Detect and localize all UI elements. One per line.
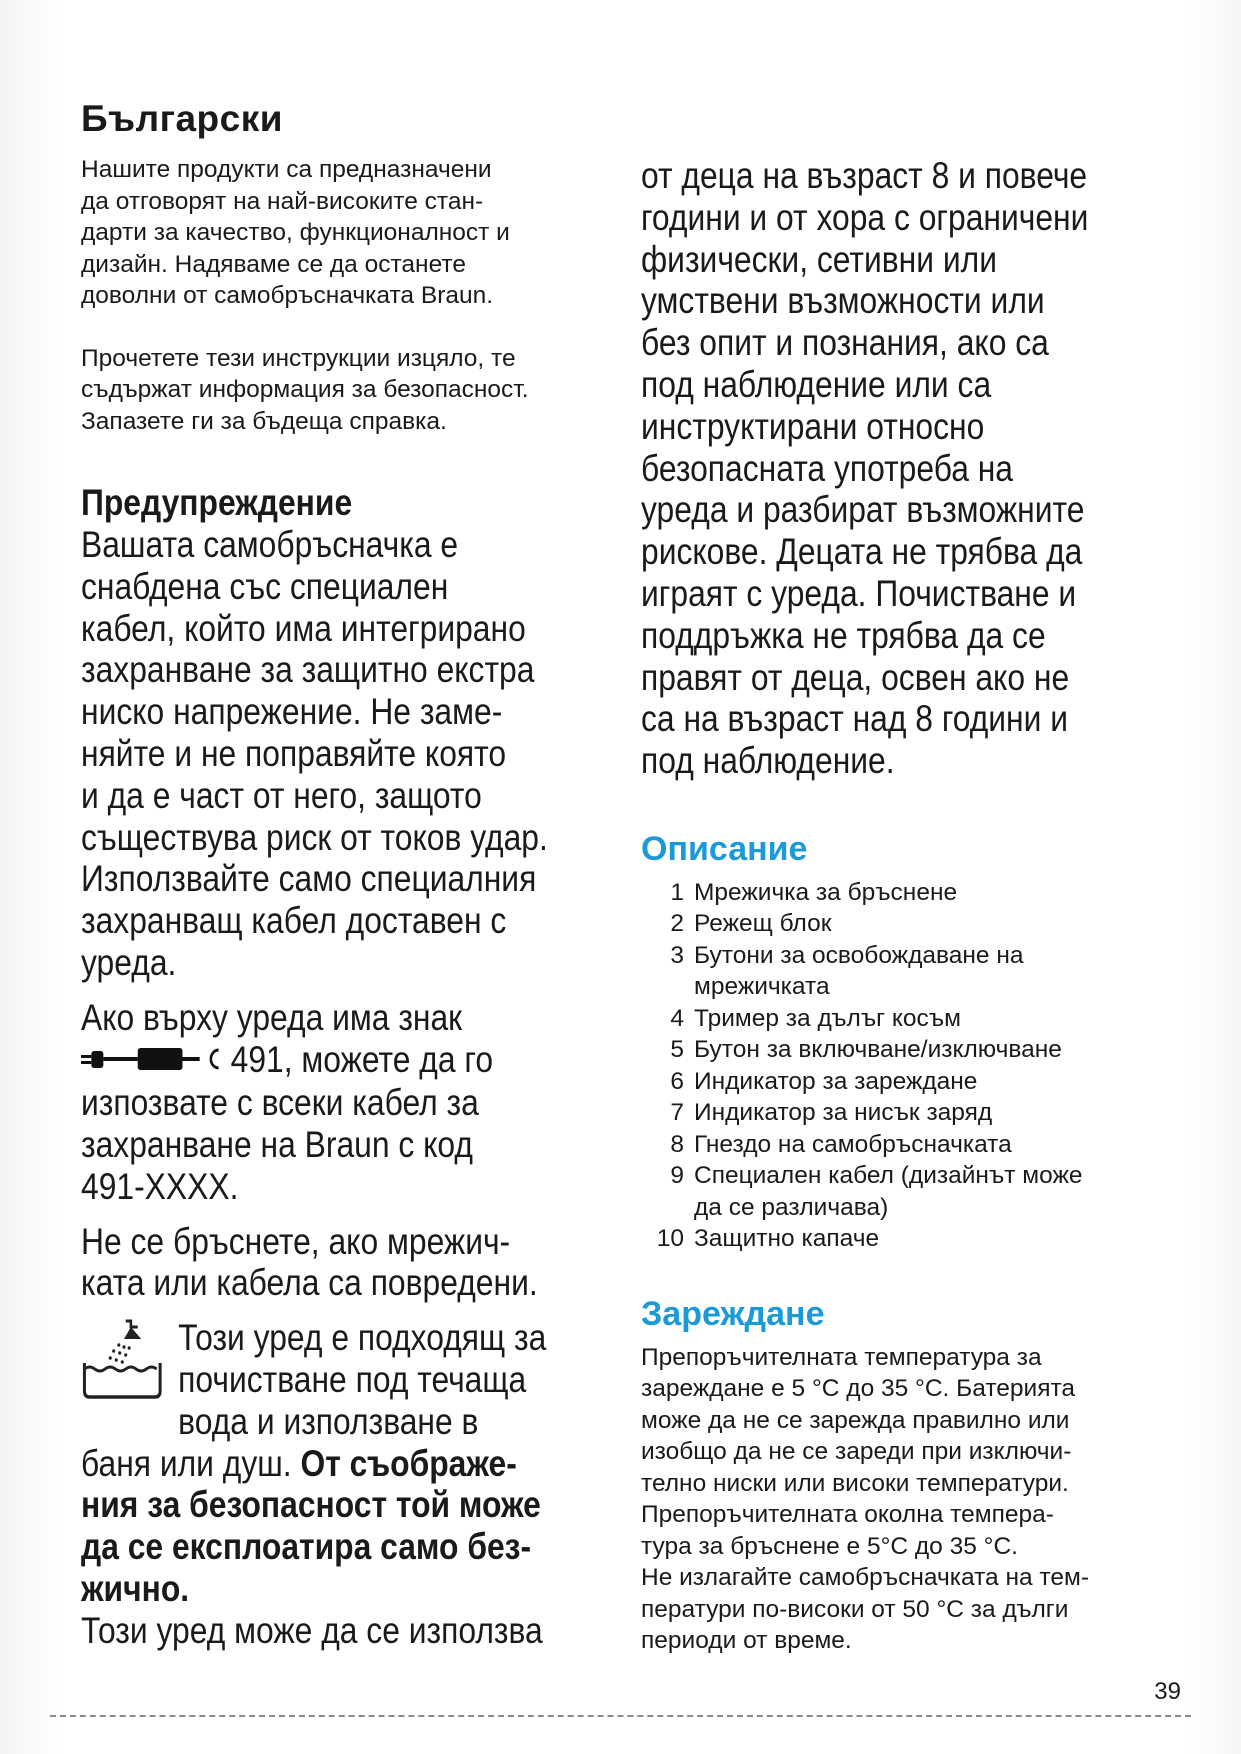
charging-paragraph [641,1342,1171,1657]
warning-paragraph-2 [81,997,614,1208]
text-line: инструктирани относно [641,405,985,447]
text-line: умствени възможности или [641,280,1045,322]
text-line: зареждане е 5 °C до 35 °C. Батерията [641,1375,1076,1403]
language-title: Български [81,98,284,139]
text-line: безопасната употреба на [641,447,1014,489]
bold-text: ния за безопасност той може [81,1484,541,1526]
text-line: ператури по-високи от 50 °C за дълги [641,1595,1069,1623]
warning-paragraph-1 [81,524,614,984]
warning-body [81,524,614,1652]
text-line: почистване под течаща [178,1359,527,1401]
item-text: Индикатор за нисък заряд [694,1099,993,1127]
warning-paragraph-3 [81,1221,614,1305]
warning-continued-paragraph [641,155,1174,782]
list-item [641,940,1171,1003]
list-item [641,1066,1171,1098]
text-line: уреда. [81,941,177,983]
bold-text: да се експлоатира само без- [81,1526,532,1568]
charging-title: Зареждане [641,1294,825,1333]
item-number: 10 [656,1225,684,1253]
description-title: Описание [641,829,808,868]
item-number: 9 [670,1162,684,1190]
text-line: Ако върху уреда има знак [81,996,463,1038]
footer-divider [50,1715,1191,1717]
item-number: 8 [670,1130,684,1158]
left-column [81,98,611,1652]
text-line: Вашата самобръсначка е [81,524,459,565]
text-line: са на възраст над 8 години и [641,698,1069,740]
text-line: без опит и познания, ако са [641,322,1049,364]
text-line: правят от деца, освен ако не [641,656,1070,698]
list-item [641,1129,1171,1161]
list-item [641,1097,1171,1129]
text-line: захранване на Braun с код [81,1124,473,1166]
text-line: дарти за качество, функционалност и [81,219,510,246]
list-item [641,1034,1171,1066]
text-line: Запазете ги за бъдеща справка. [81,407,447,435]
text-line: Използвайте само специалния [81,858,537,900]
page-number: 39 [1154,1678,1181,1705]
item-text: Специален кабел (дизайнът може да се различава) [694,1162,1083,1221]
item-number: 6 [670,1067,684,1095]
text-line: може да не се зарежда правилно или [641,1406,1070,1434]
list-item [641,877,1171,909]
item-text: Бутони за освобождаване на мрежичката [694,941,1024,1001]
text-line: 491, можете да го [230,1038,494,1080]
item-number: 2 [670,910,684,938]
intro-paragraph-1 [81,154,611,312]
warning-continued [641,155,1174,782]
item-number: 1 [670,878,684,906]
text-line: захранване за защитно екстра [81,649,535,691]
text-line: Този уред е подходящ за [178,1317,547,1359]
description-list [641,877,1171,1255]
text-line: Нашите продукти са предназначени [81,156,492,183]
text-line: изобщо да не се зареди при изключи- [641,1438,1072,1466]
item-number: 5 [670,1036,684,1064]
text-line: тура за бръснене е 5°C до 35 °C. [641,1532,1018,1560]
text-line: Прочетете тези инструкции изцяло, те [81,344,516,372]
text-line: съдържат информация за безопасност. [81,376,529,403]
list-item [641,1223,1171,1255]
text-line: под наблюдение. [641,740,895,782]
text-line: периоди от време. [641,1627,852,1655]
right-column [641,155,1171,1657]
plug-symbol-line [81,1039,493,1081]
bath-shower-block [81,1317,614,1610]
item-number: 4 [670,1004,684,1032]
bold-text: жично. [81,1568,190,1610]
text-line: уреда и разбират възможните [641,489,1085,531]
text-line: дизайн. Надяваме се да останете [81,250,466,278]
item-text: Тример за дълъг косъм [694,1004,961,1032]
text-line: кабел, който има интегрирано [81,607,526,649]
text-line: Не излагайте самобръсначката на тем- [641,1564,1089,1592]
text-line: Този уред може да се използва [81,1609,543,1651]
text-line: години и от хора с ограничени [641,196,1089,238]
bold-text: От съображе- [300,1442,517,1484]
text-line: и да е част от него, защото [81,774,482,816]
text-line: изпозвате с всеки кабел за [81,1082,479,1124]
item-text: Бутон за включване/изключване [694,1036,1062,1064]
text-line: ката или кабела са повредени. [81,1262,538,1304]
item-text: Мрежичка за бръснене [694,878,958,906]
text-line: ниско напрежение. Не заме- [81,691,503,733]
item-text: Защитно капаче [694,1225,880,1253]
text-line: доволни от самобръсначката Braun. [81,282,494,309]
list-item [641,1160,1171,1223]
text-line: от деца на възраст 8 и повече [641,155,1088,196]
text-line: играят с уреда. Почистване и [641,572,1077,614]
text-line: вода и използване в [178,1400,479,1442]
text-line: 491-XXXX. [81,1165,239,1207]
warning-heading: Предупреждение [81,482,353,523]
text-line: физически, сетивни или [641,238,997,280]
shower-bath-icon [81,1317,164,1401]
text-line: баня или душ. [81,1442,301,1484]
text-line: Не се бръснете, ако мрежич- [81,1220,511,1262]
warning-paragraph-children [81,1610,614,1652]
text-line: Препоръчителната околна темпера- [641,1501,1054,1529]
intro-paragraph-2 [81,343,611,438]
text-line: телно ниски или високи температури. [641,1469,1069,1497]
text-line: снабдена със специален [81,565,449,607]
text-line: под наблюдение или са [641,363,992,405]
text-line: поддръжка не трябва да се [641,614,1046,656]
text-line: няйте и не поправяйте която [81,732,507,774]
list-item [641,908,1171,940]
text-line: захранващ кабел доставен с [81,900,507,942]
text-line: да отговорят на най-високите стан- [81,187,484,215]
item-number: 7 [670,1099,684,1127]
item-text: Индикатор за зареждане [694,1067,978,1095]
power-cord-plug-icon [81,1045,225,1073]
bath-text-tail [81,1443,614,1610]
text-line: съществува риск от токов удар. [81,816,548,858]
text-line: Препоръчителната температура за [641,1343,1042,1371]
item-text: Гнездо на самобръсначката [694,1130,1012,1158]
list-item [641,1003,1171,1035]
item-text: Режещ блок [694,910,832,938]
item-number: 3 [670,941,684,969]
text-line: рискове. Децата не трябва да [641,531,1083,573]
